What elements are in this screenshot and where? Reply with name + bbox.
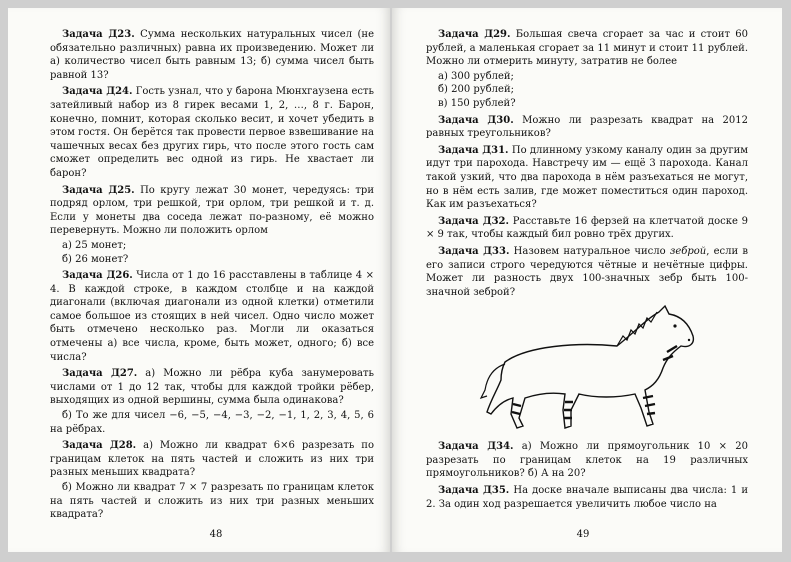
problem-text: Сумма нескольких натуральных чисел (не обязательно различных) равна их произведению. Может ли а) количество чисел быть равным 13; б) сумма чисел быть равной 13?: [50, 29, 374, 81]
problem-label: Задача Д34.: [438, 441, 514, 453]
left-page: [8, 8, 390, 552]
problem-d35: [426, 484, 748, 511]
problem-label: Задача Д31.: [438, 144, 509, 156]
problem-label: Задача Д27.: [62, 368, 138, 380]
problem-text: Назовем натуральное число: [509, 245, 670, 257]
problem-text: По кругу лежат 30 монет, чередуясь: три подряд орлом, три решкой, три орлом, три решкой и т. д. Если у монеты два соседа лежат по-разному, её можно перевернуть. Можно ли положить орлом: [50, 184, 374, 237]
problem-label: Задача Д35.: [438, 485, 510, 497]
problem-d33: [426, 245, 748, 299]
right-page-text: [426, 28, 748, 514]
page-number: 48: [209, 529, 223, 540]
problem-d30: [426, 114, 748, 141]
problem-text: а) Можно ли рёбра куба занумеровать числами от 1 до 12 так, чтобы для каждой тройки рёбер, выходящих из одной вершины, сумма была одинакова?: [50, 368, 374, 407]
problem-text: По длинному узкому каналу один за другим идут три парохода. Навстречу им — ещё 3 парохода. Канал такой узкий, что два парохода в нём разъехаться не могут, но в нём есть залив, где может поместиться один пароход. Как им разъехаться?: [426, 144, 749, 211]
problem-text: Гость узнал, что у барона Мюнхгаузена есть затейливый набор из 8 гирек весами 1, 2, …, 8 г. Барон, конечно, помнит, которая сколько весит, и хочет убедить в этом гостя. Он берётся так провести первое взвешивание на чашечных весах без других гирь, что после этого гость сам сможет определить вес одной из гирь. Не хвастает ли барон?: [50, 86, 375, 179]
problem-label: Задача Д26.: [62, 270, 133, 282]
problem-text: Расставьте 16 ферзей на клетчатой доске 9 × 9 так, чтобы каждый бил ровно трёх других.: [426, 215, 748, 241]
problem-d26: [50, 269, 374, 364]
problem-d32: [426, 215, 748, 242]
problem-d24: [50, 85, 374, 180]
problem-text: Большая свеча сгорает за час и стоит 60 рублей, а маленькая сгорает за 11 минут и стоит 11 рублей. Можно ли отмерить минуту, затратив не более: [426, 29, 748, 68]
problem-d28: [50, 439, 374, 480]
problem-option: в) 150 рублей?: [438, 97, 516, 109]
problem-option: б) 200 рублей;: [438, 84, 514, 96]
zebra-body: [487, 306, 693, 428]
problem-label: Задача Д23.: [62, 29, 135, 40]
problem-d29: [426, 28, 748, 69]
problem-text: Можно ли разрезать квадрат на 2012 равных треугольников?: [426, 114, 748, 140]
problem-d25: [50, 184, 374, 238]
problem-text: а) Можно ли квадрат 6×6 разрезать по границам клеток на пять частей и сложить из них три разных меньших квадрата?: [50, 440, 374, 479]
zebra-illustration: [426, 302, 748, 434]
emphasis-word: зеброй: [669, 245, 707, 257]
right-page: [392, 8, 782, 552]
zebra-drawing: [467, 302, 707, 434]
problem-label: Задача Д24.: [62, 86, 133, 98]
problem-part-b: б) То же для чисел −6, −5, −4, −3, −2, −1, 1, 2, 3, 4, 5, 6 на рёбрах.: [50, 410, 374, 435]
page-number: 49: [576, 529, 590, 540]
problem-option: а) 25 монет;: [62, 239, 127, 251]
problem-label: Задача Д32.: [438, 215, 509, 227]
problem-d34: [426, 440, 748, 481]
problem-text: , если в его записи строго чередуются чётные и нечётные цифры. Может ли разность двух 100-значных зебр быть 100-значной зеброй?: [426, 245, 749, 298]
zebra-nostril: [688, 339, 690, 341]
problem-label: Задача Д25.: [62, 184, 135, 196]
problem-text: а) Можно ли прямоугольник 10 × 20 разрезать по границам клеток на 19 различных прямоугольников? б) А на 20?: [426, 441, 748, 480]
problem-option: б) 26 монет?: [62, 253, 129, 265]
problem-text: На доске вначале выписаны два числа: 1 и 2. За один ход разрешается увеличить любое число на: [426, 485, 748, 510]
problem-text: Числа от 1 до 16 расставлены в таблице 4 × 4. В каждой строке, в каждом столбце и на каждой диагонали (включая диагонали из одной клетки) отметили самое большое из стоящих в ней чисел. Одно число может быть отмечено несколько раз. Могли ли оказаться отмечены а) все числа, кроме, быть может, одного; б) все числа?: [50, 270, 375, 363]
left-page-text: [50, 28, 374, 525]
problem-d31: [426, 144, 748, 212]
problem-option: а) 300 рублей;: [438, 70, 514, 82]
problem-part-b: б) Можно ли квадрат 7 × 7 разрезать по границам клеток на пять частей и сложить из них три разных меньших квадрата?: [50, 482, 374, 521]
problem-label: Задача Д30.: [438, 114, 514, 126]
problem-label: Задача Д33.: [438, 245, 510, 257]
problem-label: Задача Д28.: [62, 440, 137, 452]
zebra-eye: [673, 325, 676, 328]
problem-label: Задача Д29.: [438, 29, 511, 40]
problem-d23: [50, 28, 374, 82]
problem-d27: [50, 367, 374, 408]
